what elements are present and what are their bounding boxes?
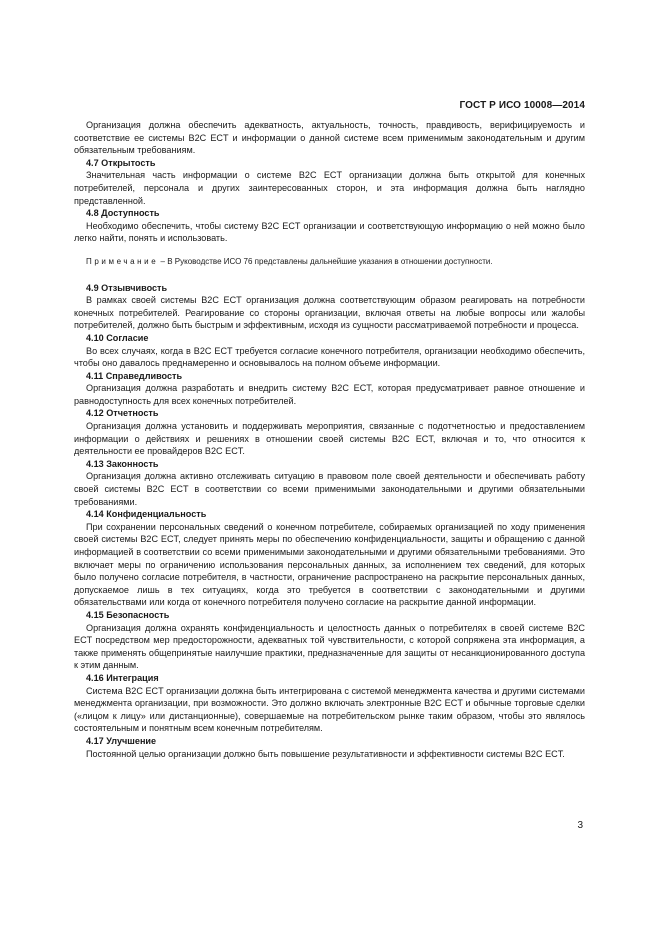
section-4-14-title: 4.14 Конфиденциальность bbox=[86, 509, 207, 520]
section-4-16-text: Система B2C ECT организации должна быть интегрирована с системой менеджмента качества и другими системами менеджмента организации, при возможности. Это должно включать электронные B2C ECT и обычные торговые сделки («лицом к лицу» или дистанционные), совершаемые на потребительском рынке таким образом, чтобы это являлось состоятельным и понятным всем конечным потребителям. bbox=[74, 685, 585, 734]
section-4-13-text: Организация должна активно отслеживать ситуацию в правовом поле своей деятельности и обеспечивать работу своей системы B2C ECT в соответствии со всеми применимыми законодательными и другими обязательными требованиями. bbox=[74, 471, 585, 507]
section-4-15-text: Организация должна охранять конфиденциальность и целостность данных о потребителях в своей системе B2C ECT посредством мер предосторожности, адекватных той чувствительности, с которой сопряжена эта информация, а также применять общепринятые наилучшие практики, предназначенные для защиты от несанкционированного доступа к этим данным. bbox=[74, 622, 585, 671]
section-4-14-text: При сохранении персональных сведений о конечном потребителе, собираемых организацией по ходу применения своей системы B2C ECT, следует принять меры по обеспечению конфиденциальности, защиты и обращению с данной информацией в соответствии со всеми применимыми законодательными и другими обязательными требованиями. Это включает меры по ограничению использования персональных данных, за исполнением тех сведений, для которых было получено согласие потребителя, в частности, ограничение распространено на раскрытие персональных данных, допускаемое лишь в тех ситуациях, когда это требуется в соответствии с законодательными и другими обязательствами или когда от конечного потребителя получено согласие на раскрытие данной информации. bbox=[74, 521, 585, 608]
section-4-10-title: 4.10 Согласие bbox=[86, 332, 149, 343]
section-4-16-title: 4.16 Интеграция bbox=[86, 672, 159, 683]
section-4-12-title: 4.12 Отчетность bbox=[86, 408, 159, 419]
section-4-10-text: Во всех случаях, когда в B2C ECT требуется согласие конечного потребителя, организации необходимо обеспечить, чтобы оно давалось преднамеренно и основывалось на полном объеме информации. bbox=[74, 345, 585, 369]
section-4-9-text: В рамках своей системы B2C ECT организация должна соответствующим образом реагировать на потребности конечных потребителей. Реагирование со стороны организации, включая ответы на любые вопросы или жалобы потребителей, должно быть быстрым и эффективным, исходя из сущности рассматриваемой потребности и процесса. bbox=[74, 295, 585, 331]
section-4-17-title: 4.17 Улучшение bbox=[86, 735, 157, 746]
document-header: ГОСТ Р ИСО 10008—2014 bbox=[459, 100, 585, 111]
page-number: 3 bbox=[577, 820, 583, 831]
document-body bbox=[74, 119, 585, 760]
section-4-11-title: 4.11 Справедливость bbox=[86, 370, 183, 381]
section-4-7-title: 4.7 Открытость bbox=[86, 157, 156, 168]
note-label: Примечание bbox=[86, 256, 159, 266]
intro-paragraph: Организация должна обеспечить адекватность, актуальность, точность, правдивость, верифицируемость и соответствие ее системы B2C ECT и информации о данной системе всем применимым законодательным и другим обязательным требованиям. bbox=[74, 120, 585, 156]
section-4-8-title: 4.8 Доступность bbox=[86, 208, 160, 219]
section-4-15-title: 4.15 Безопасность bbox=[86, 609, 170, 620]
section-4-7-text: Значительная часть информации о системе B2C ECT организации должна быть открытой для конечных потребителей, персонала и других заинтересованных сторон, и эта информация должна быть наглядно представленной. bbox=[74, 170, 585, 206]
section-4-9-title: 4.9 Отзывчивость bbox=[86, 282, 168, 293]
section-4-8-text: Необходимо обеспечить, чтобы систему B2C ECT организации и соответствующую информацию о ней можно было легко найти, понять и использовать. bbox=[74, 220, 585, 244]
section-4-13-title: 4.13 Законность bbox=[86, 458, 159, 469]
note bbox=[74, 256, 585, 269]
note-text: – В Руководстве ИСО 76 представлены дальнейшие указания в отношении доступности. bbox=[158, 256, 493, 266]
section-4-17-text: Постоянной целью организации должно быть повышение результативности и эффективности системы B2C ECT. bbox=[86, 748, 565, 759]
section-4-12-text: Организация должна установить и поддерживать мероприятия, связанные с подотчетностью и предоставлением информации о действиях и решениях в отношении своей системы B2C ECT, включая и то, что относится к деятельности ее провайдеров B2C ECT. bbox=[74, 421, 585, 457]
section-4-11-text: Организация должна разработать и внедрить систему B2C ECT, которая предусматривает равное отношение и равнодоступность для всех конечных потребителей. bbox=[74, 383, 585, 406]
